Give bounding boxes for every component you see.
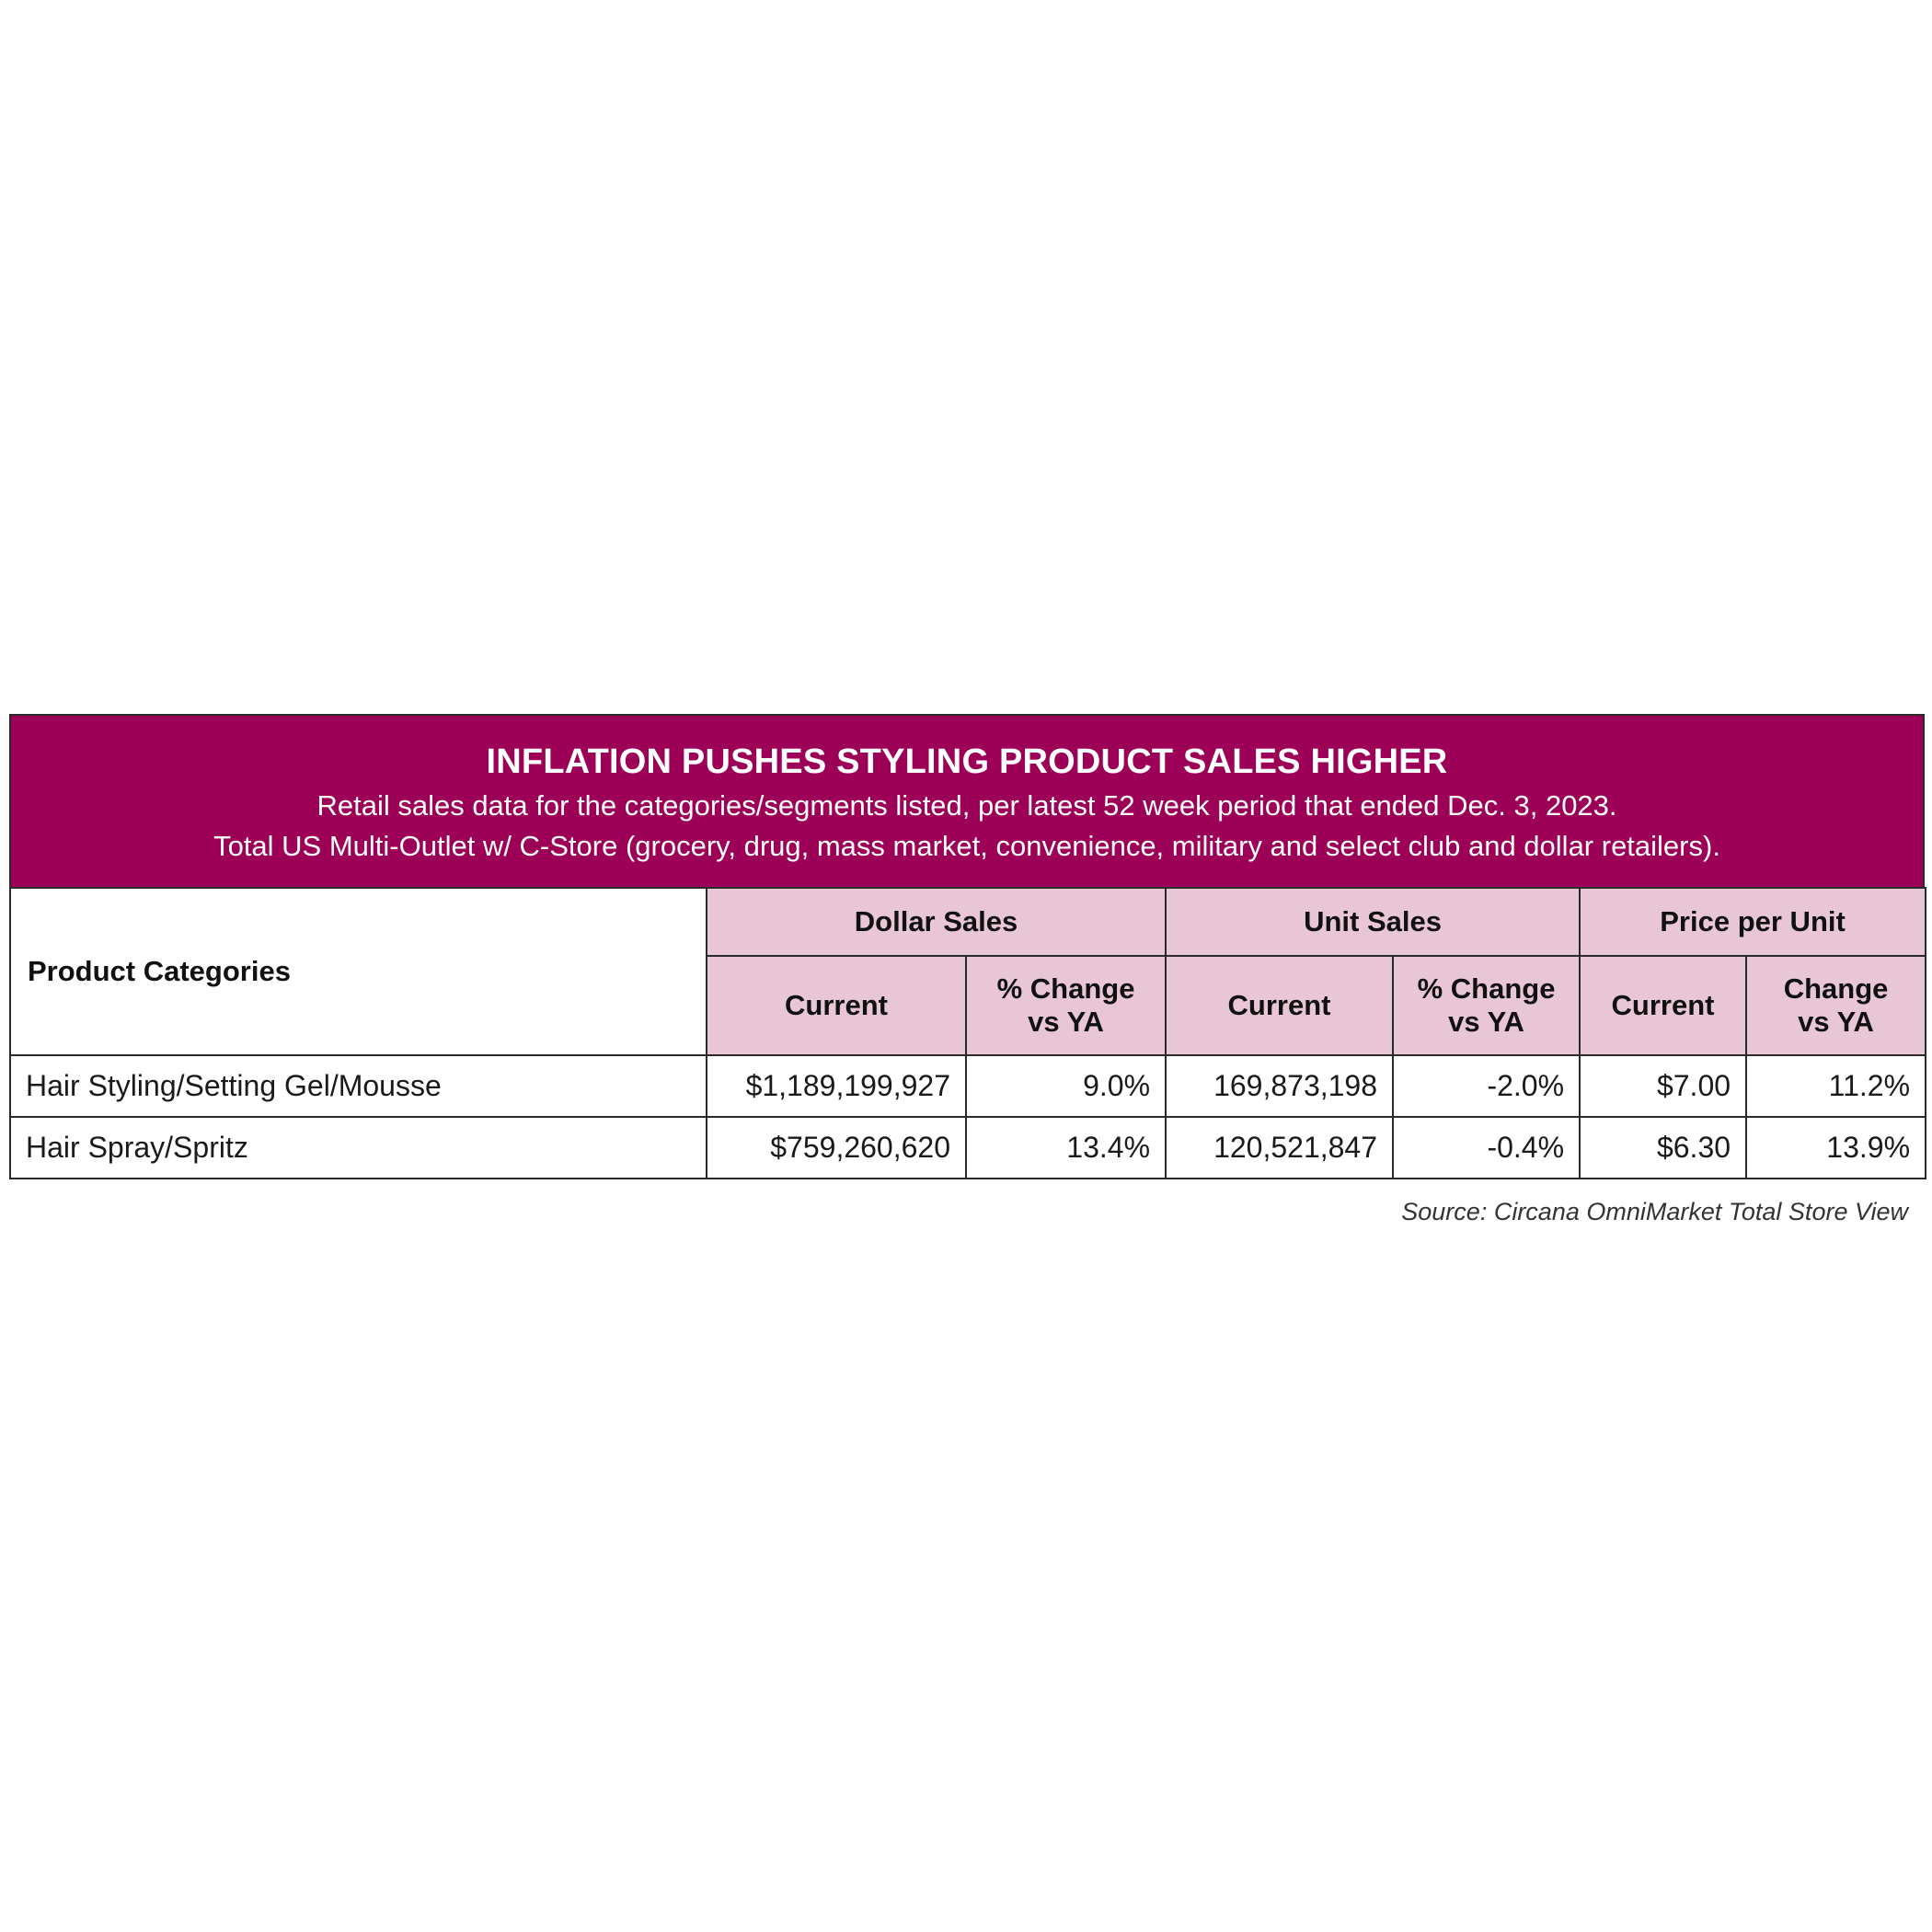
sales-figure xyxy=(9,714,1925,1226)
row-dollar-change: 9.0% xyxy=(966,1055,1166,1117)
price-per-unit-header: Price per Unit xyxy=(1580,888,1926,956)
dollar-change-header-line1: % Change xyxy=(996,972,1135,1005)
price-change-header xyxy=(1746,956,1926,1055)
row-price-change: 11.2% xyxy=(1746,1055,1926,1117)
dollar-current-header: Current xyxy=(707,956,966,1055)
figure-title: INFLATION PUSHES STYLING PRODUCT SALES HIGHER xyxy=(486,742,1448,781)
table-row xyxy=(10,1117,1926,1179)
unit-change-header-line2: vs YA xyxy=(1448,1006,1524,1038)
row-unit-current: 120,521,847 xyxy=(1166,1117,1393,1179)
row-category: Hair Spray/Spritz xyxy=(10,1117,707,1179)
sales-table xyxy=(9,887,1926,1179)
price-change-header-line2: vs YA xyxy=(1798,1006,1874,1038)
unit-change-header-line1: % Change xyxy=(1417,972,1556,1005)
dollar-sales-header: Dollar Sales xyxy=(707,888,1166,956)
figure-subtitle-line1: Retail sales data for the categories/segments listed, per latest 52 week period that ended Dec. 3, 2023. xyxy=(316,789,1617,822)
row-dollar-change: 13.4% xyxy=(966,1117,1166,1179)
table-row xyxy=(10,1055,1926,1117)
dollar-change-header xyxy=(966,956,1166,1055)
price-change-header-line1: Change xyxy=(1783,972,1889,1005)
row-price-current: $7.00 xyxy=(1580,1055,1746,1117)
figure-subtitle-line2: Total US Multi-Outlet w/ C-Store (grocery, drug, mass market, convenience, military and select club and dollar retailers). xyxy=(213,830,1720,862)
row-unit-change: -2.0% xyxy=(1393,1055,1580,1117)
unit-current-header: Current xyxy=(1166,956,1393,1055)
category-column-header: Product Categories xyxy=(10,888,707,1055)
unit-change-header xyxy=(1393,956,1580,1055)
row-price-change: 13.9% xyxy=(1746,1117,1926,1179)
row-price-current: $6.30 xyxy=(1580,1117,1746,1179)
price-current-header: Current xyxy=(1580,956,1746,1055)
row-dollar-current: $759,260,620 xyxy=(707,1117,966,1179)
unit-sales-header: Unit Sales xyxy=(1166,888,1580,956)
source-note: Source: Circana OmniMarket Total Store View xyxy=(1401,1198,1908,1225)
title-banner xyxy=(9,714,1925,887)
dollar-change-header-line2: vs YA xyxy=(1028,1006,1104,1038)
row-unit-current: 169,873,198 xyxy=(1166,1055,1393,1117)
row-dollar-current: $1,189,199,927 xyxy=(707,1055,966,1117)
group-header-row xyxy=(10,888,1926,956)
row-unit-change: -0.4% xyxy=(1393,1117,1580,1179)
row-category: Hair Styling/Setting Gel/Mousse xyxy=(10,1055,707,1117)
